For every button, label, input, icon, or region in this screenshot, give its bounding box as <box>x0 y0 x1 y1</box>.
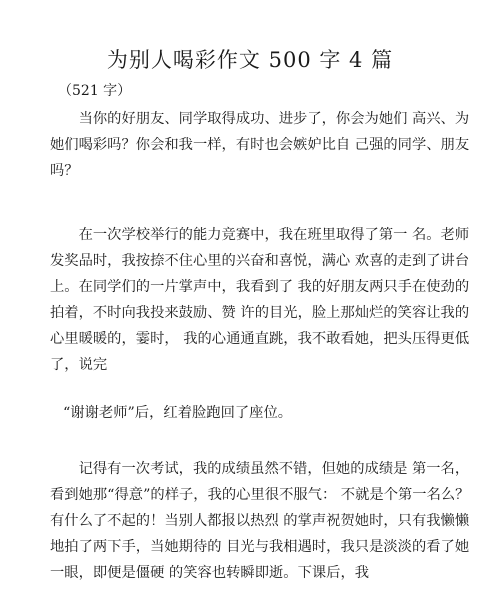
document-title: 为别人喝彩作文 500 字 4 篇 <box>106 48 394 72</box>
paragraph-1: 当你的好朋友、同学取得成功、进步了，你会为她们 高兴、为她们喝彩吗？你会和我一样，有时也会嫉妒比自 己强的同学、朋友吗？ <box>50 111 470 179</box>
quote-line: “谢谢老师”后，红着脸跑回了座位。 <box>63 405 293 421</box>
paragraph-2: 在一次学校举行的能力竞赛中，我在班里取得了第一 名。老师发奖品时，我按捺不住心里的兴奋和喜悦，满心 欢喜的走到了讲台上。在同学们的一片掌声中，我看到了 我的好朋友两只手在使劲的拍着，不时向我投来鼓励、赞 许的目光，脸上那灿烂的笑容让我的心里暖暖的，霎时， 我的心通通直跳，我不敢看她，把头压得更低了，说完 <box>50 227 470 373</box>
paragraph-3: 记得有一次考试，我的成绩虽然不错，但她的成绩是 第一名，看到她那“得意”的样子，我的心里很不服气： 不就是个第一名么？有什么了不起的！当别人都报以热烈 的掌声祝贺她时，只有我懒懒地拍了两下手，当她期待的 目光与我相遇时，我只是淡淡的看了她一眼，即便是僵硬 的笑容也转瞬即逝。下课后，我 <box>50 461 470 581</box>
word-count: （521 字） <box>58 83 132 99</box>
